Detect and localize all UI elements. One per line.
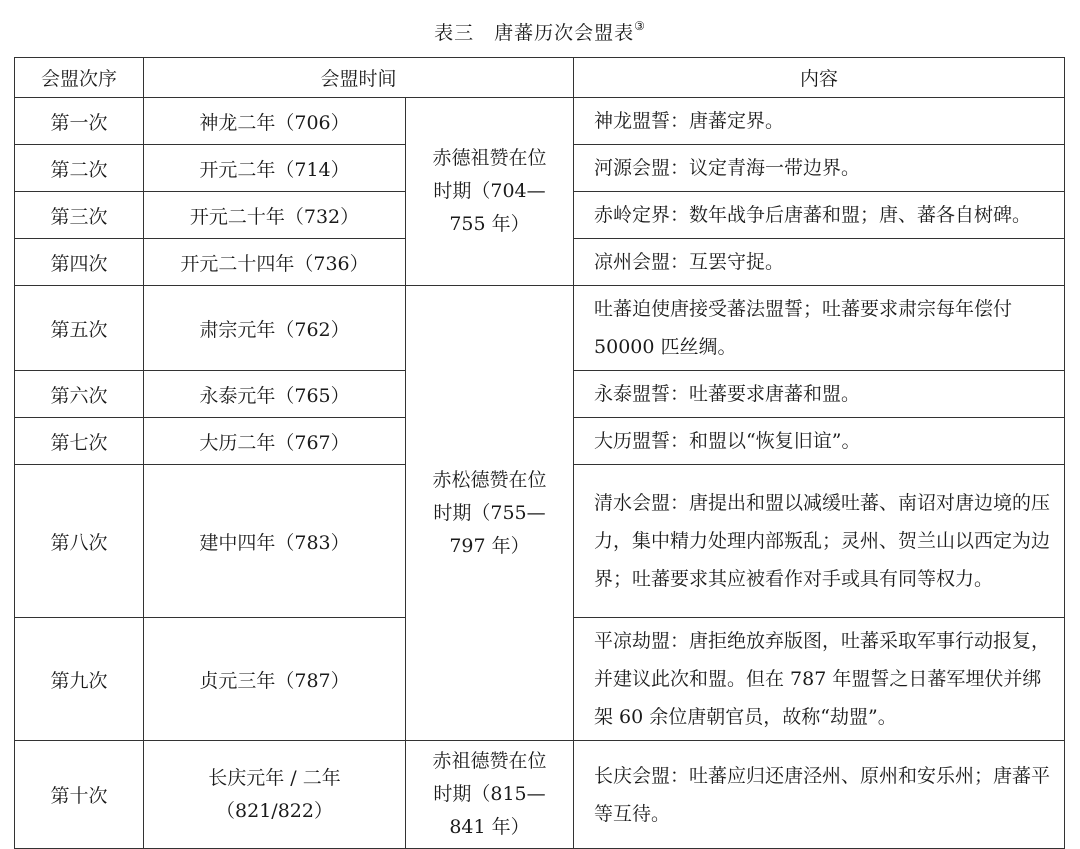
- header-order: 会盟次序: [15, 58, 144, 98]
- period-line: 797 年）: [449, 534, 530, 557]
- period-line: 841 年）: [449, 816, 530, 838]
- order-cell: 第六次: [15, 371, 144, 418]
- order-cell: 第九次: [15, 618, 144, 741]
- header-content: 内容: [574, 58, 1065, 98]
- date-cell: 神龙二年（706）: [144, 98, 406, 145]
- order-cell: 第一次: [15, 98, 144, 145]
- date-line: 长庆元年 / 二年: [208, 766, 341, 789]
- header-time: 会盟时间: [144, 58, 574, 98]
- date-cell: 建中四年（783）: [144, 465, 406, 618]
- period-line: 755 年）: [449, 213, 530, 235]
- period-line: 赤德祖赞在位: [432, 147, 547, 169]
- date-cell: 永泰元年（765）: [144, 371, 406, 418]
- period-cell: [406, 286, 574, 741]
- content-cell: 赤岭定界：数年战争后唐蕃和盟；唐、蕃各自树碑。: [574, 192, 1065, 239]
- period-line: 时期（815—: [433, 783, 546, 805]
- footnote-marker: ③: [634, 18, 646, 33]
- table-row: [15, 741, 1065, 849]
- table-row: [15, 286, 1065, 371]
- content-cell: 河源会盟：议定青海一带边界。: [574, 145, 1065, 192]
- date-cell: 贞元三年（787）: [144, 618, 406, 741]
- order-cell: 第二次: [15, 145, 144, 192]
- order-cell: 第三次: [15, 192, 144, 239]
- date-line: （821/822）: [216, 799, 333, 822]
- order-cell: 第四次: [15, 239, 144, 286]
- period-line: 时期（704—: [433, 180, 546, 202]
- caption-title: 表三 唐蕃历次会盟表: [434, 22, 635, 44]
- date-cell: [144, 741, 406, 849]
- date-cell: 大历二年（767）: [144, 418, 406, 465]
- alliance-table: [14, 57, 1065, 849]
- table-caption: [0, 18, 1080, 45]
- order-cell: 第七次: [15, 418, 144, 465]
- date-cell: 开元二十年（732）: [144, 192, 406, 239]
- period-line: 赤松德赞在位: [432, 468, 547, 491]
- content-cell: 吐蕃迫使唐接受蕃法盟誓；吐蕃要求肃宗每年偿付 50000 匹丝绸。: [574, 286, 1065, 371]
- content-cell: 清水会盟：唐提出和盟以减缓吐蕃、南诏对唐边境的压力，集中精力处理内部叛乱；灵州、贺兰山以西定为边界；吐蕃要求其应被看作对手或具有同等权力。: [574, 465, 1065, 618]
- content-cell: 凉州会盟：互罢守捉。: [574, 239, 1065, 286]
- content-cell: 长庆会盟：吐蕃应归还唐泾州、原州和安乐州；唐蕃平等互待。: [574, 741, 1065, 849]
- date-cell: 开元二年（714）: [144, 145, 406, 192]
- order-cell: 第十次: [15, 741, 144, 849]
- date-cell: 肃宗元年（762）: [144, 286, 406, 371]
- period-line: 时期（755—: [433, 501, 546, 524]
- order-cell: 第五次: [15, 286, 144, 371]
- period-line: 赤祖德赞在位: [432, 750, 547, 772]
- order-cell: 第八次: [15, 465, 144, 618]
- content-cell: 大历盟誓：和盟以“恢复旧谊”。: [574, 418, 1065, 465]
- content-cell: 平凉劫盟：唐拒绝放弃版图，吐蕃采取军事行动报复，并建议此次和盟。但在 787 年盟誓之日蕃军埋伏并绑架 60 余位唐朝官员，故称“劫盟”。: [574, 618, 1065, 741]
- period-cell: [406, 98, 574, 286]
- table-row: [15, 98, 1065, 145]
- period-cell: [406, 741, 574, 849]
- content-cell: 永泰盟誓：吐蕃要求唐蕃和盟。: [574, 371, 1065, 418]
- date-cell: 开元二十四年（736）: [144, 239, 406, 286]
- content-cell: 神龙盟誓：唐蕃定界。: [574, 98, 1065, 145]
